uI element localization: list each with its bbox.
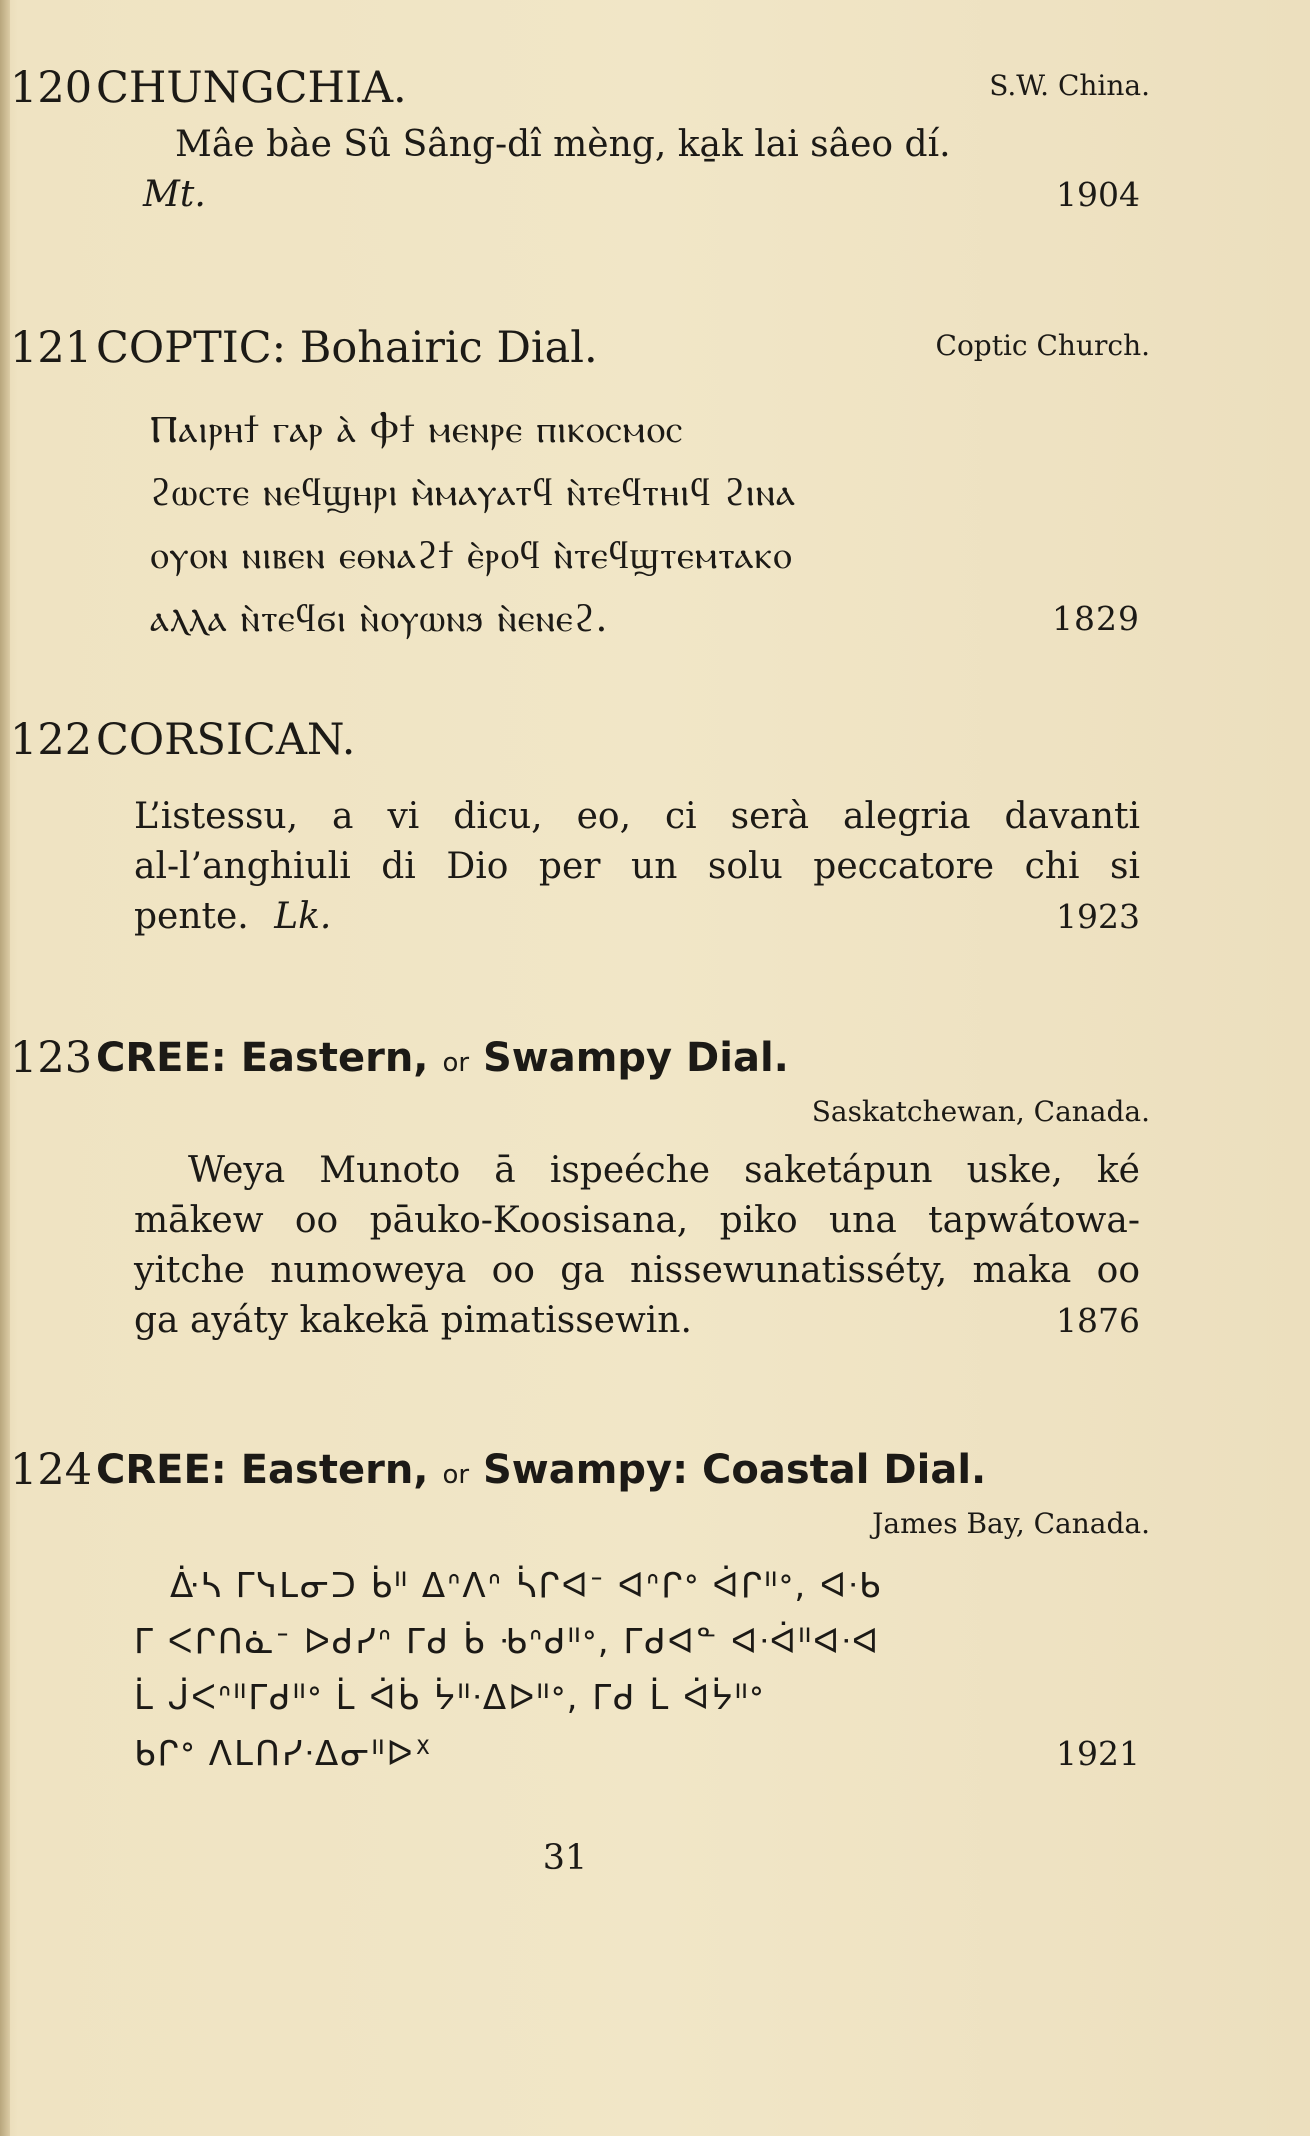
verse-text [134,792,1140,942]
page-number: 31 [542,1838,588,1878]
binding-edge [0,0,10,2136]
entry-121 [10,318,1150,650]
verse-text [134,1558,1140,1782]
region-label: Coptic Church. [935,329,1150,362]
publication-year: 1923 [1056,897,1140,936]
publication-year: 1876 [1056,1301,1140,1340]
scripture-reference: Lk. [274,896,332,937]
verse-line: ⲟⲩⲟⲛ ⲛⲓⲃⲉⲛ ⲉⲑⲛⲁϩϯ ⲉ̀ⲣⲟϥ ⲛ̀ⲧⲉϥϣⲧⲉⲙⲧⲁⲕⲟ [150,533,793,577]
verse-line-last [134,1296,1140,1346]
entry-number: 120 [10,63,93,113]
entry-number: 124 [10,1445,93,1495]
verse-line: mākew oo pāuko-Koosisana, piko una tapwátowa- [134,1200,1140,1241]
verse-line-last [134,1726,1140,1782]
entry-heading [10,710,1150,770]
verse-text [134,1146,1140,1346]
entry-heading [10,58,1150,118]
or-word: or [442,1048,470,1078]
entry-number: 123 [10,1033,93,1083]
language-name [96,1440,986,1505]
region-label: James Bay, Canada. [872,1507,1150,1540]
entry-number: 121 [10,323,93,373]
language-name-part: CREE: Eastern, [96,1035,429,1081]
verse-line: pente. [134,896,249,937]
language-name: CHUNGCHIA. [96,63,407,113]
verse-line: al-l’anghiuli di Dio per un solu peccatore chi si [134,846,1140,887]
verse-line-ref [143,170,1140,220]
verse-line: ᐑᓴ ᒥᓭᒪᓂᑐ ᑳᐦ ᐃᐢᐱᐢ ᓵᒋᐊᐨ ᐊᐢᒋᐤ ᐋᒋᐦᐤ, ᐊᐧᑲ [170,1566,883,1606]
verse-line: ϩⲱⲥⲧⲉ ⲛⲉϥϣⲏⲣⲓ ⲙ̀ⲙⲁⲩⲁⲧϥ ⲛ̀ⲧⲉϥⲧⲏⲓϥ ϩⲓⲛⲁ [150,470,797,514]
verse-line: ⲁⲗⲗⲁ ⲛ̀ⲧⲉϥϭⲓ ⲛ̀ⲟⲩⲱⲛϧ ⲛ̀ⲉⲛⲉϩ. [150,596,609,640]
verse-text [150,398,1140,650]
verse-line: Ⲡⲁⲓⲣⲏϯ ⲅⲁⲣ ⲁ̀ Ⲫϯ ⲙⲉⲛⲣⲉ ⲡⲓⲕⲟⲥⲙⲟⲥ [150,407,684,451]
language-name-part: CREE: Eastern, [96,1447,429,1493]
entry-120 [10,58,1150,220]
verse-line: L’istessu, a vi dicu, eo, ci serà alegria davanti [134,796,1140,837]
verse-line: ga ayáty kakekā pimatissewin. [134,1300,692,1341]
verse-line: ᒥ ᐸᒋᑎᓈᐨ ᐅᑯᓯᐢ ᒥᑯ ᑳ ᑾᐢᑯᐦᐤ, ᒥᑯᐊᓐ ᐊᐧᐋᐦᐊᐧᐊ [134,1622,881,1662]
verse-line: Weya Munoto ā ispeéche saketápun uske, ké [188,1150,1140,1191]
entry-123 [10,1028,1150,1346]
entry-124 [10,1440,1150,1782]
verse-line-last [150,587,1140,650]
language-name: COPTIC: Bohairic Dial. [96,323,598,373]
publication-year: 1921 [1056,1734,1140,1773]
verse-line: yitche numoweya oo ga nissewunatisséty, maka oo [134,1250,1140,1291]
verse-line: ᒫ ᒎᐸᐢᐦᒥᑯᐦᐤ ᒫ ᐋᑳ ᔮᐦᐧᐃᐅᐦᐤ, ᒥᑯ ᒫ ᐋᔮᐦᐤ [134,1678,765,1718]
verse-text [143,120,1140,220]
publication-year: 1904 [1056,175,1140,214]
verse-line: Mâe bàe Sû Sâng-dî mèng, ka̱k lai sâeo dí. [175,124,951,165]
language-name [96,1028,789,1093]
language-name-part: Swampy: Coastal Dial. [482,1447,987,1493]
or-word: or [442,1460,470,1490]
entry-heading [10,318,1150,378]
entry-heading [10,1440,1150,1500]
verse-line: ᑲᒋᐤ ᐱᒪᑎᓯᐧᐃᓂᐦᐅᕽ [134,1734,433,1774]
verse-line-last [134,892,1140,942]
scripture-reference: Mt. [143,174,206,215]
region-label: S.W. China. [989,69,1150,102]
publication-year: 1829 [1052,599,1140,638]
region-label: Saskatchewan, Canada. [811,1095,1150,1128]
entry-heading [10,1028,1150,1088]
entry-122 [10,710,1150,942]
language-name-part: Swampy Dial. [482,1035,789,1081]
language-name: CORSICAN. [96,715,356,765]
entry-number: 122 [10,715,93,765]
